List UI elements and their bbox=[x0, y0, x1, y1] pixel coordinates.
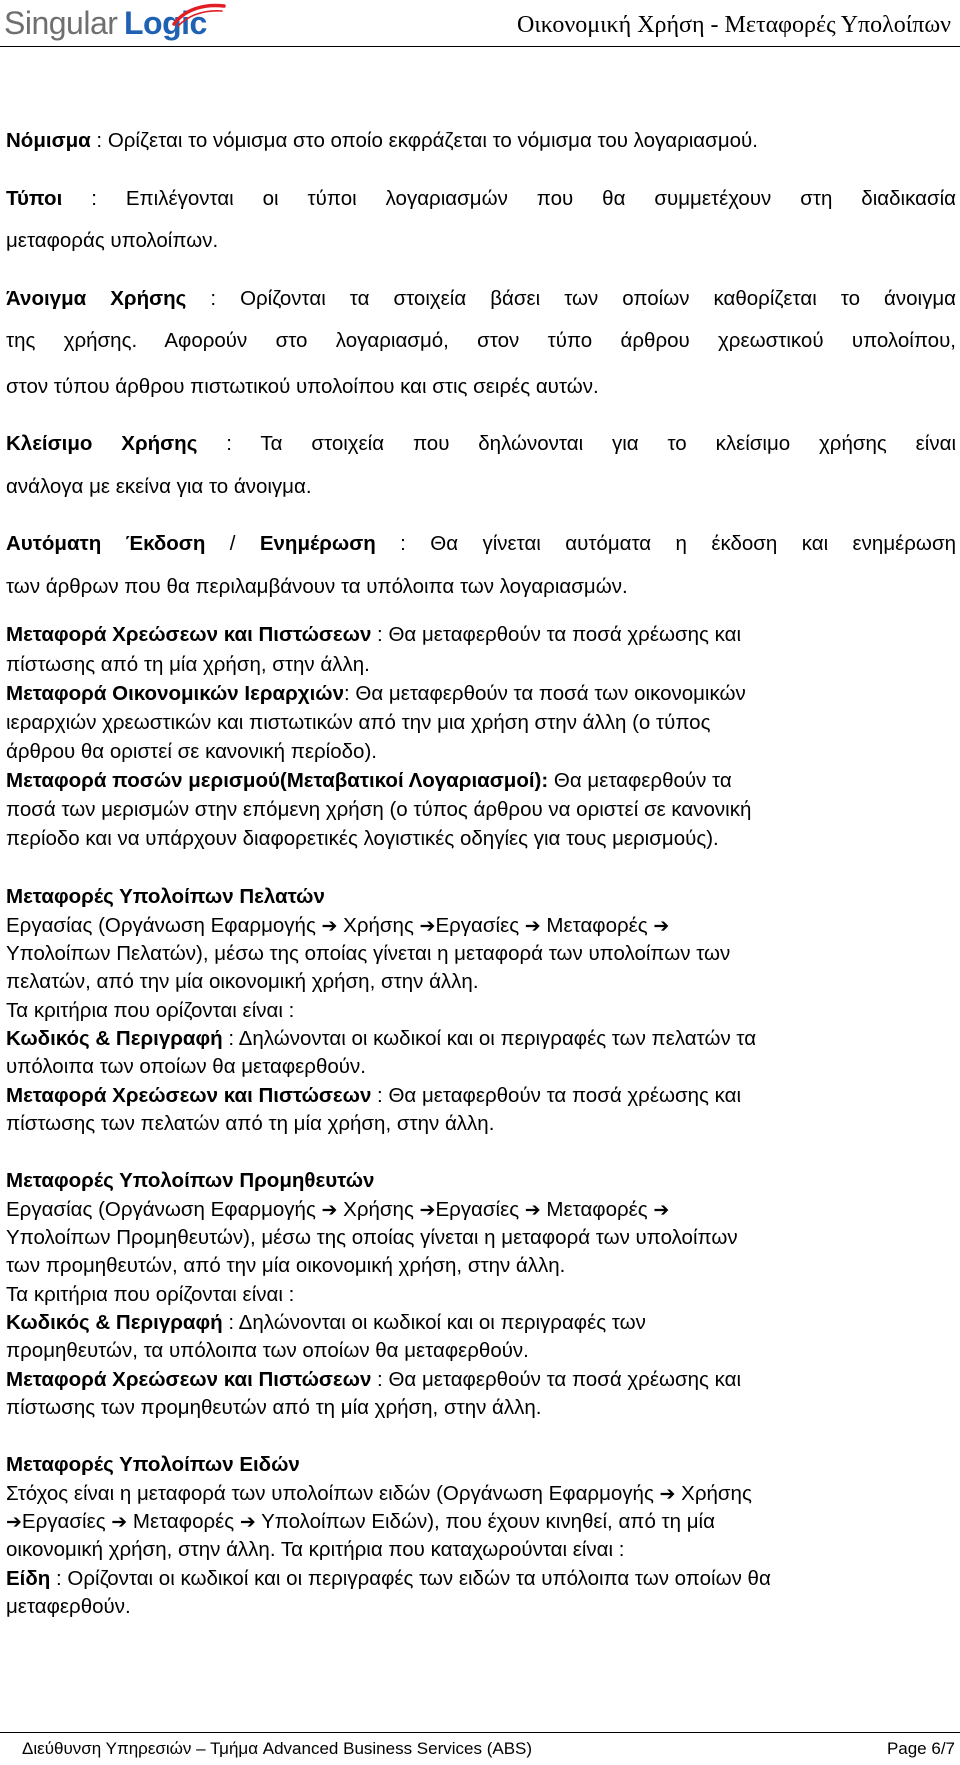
paragraph-text: Χρήσης bbox=[337, 914, 420, 937]
paragraph-line: των άρθρων που θα περιλαμβάνουν τα υπόλοιπα των λογαριασμών. bbox=[6, 575, 628, 598]
page-title: Οικονομική Χρήση - Μεταφορές Υπολοίπων bbox=[517, 12, 951, 38]
paragraph-text: Εργασίας (Οργάνωση Εφαρμογής bbox=[6, 1198, 322, 1221]
term-label: Ενημέρωση bbox=[259, 532, 376, 555]
paragraph-text: Χρήσης bbox=[337, 1198, 420, 1221]
term-label: Μεταφορά Χρεώσεων και Πιστώσεων bbox=[6, 623, 372, 646]
paragraph-line: ιεραρχιών χρεωστικών και πιστωτικών από την μια χρήση στην άλλη (ο τύπος bbox=[6, 711, 711, 734]
paragraph-line bbox=[6, 1084, 741, 1108]
arrow-right-icon: ➔ bbox=[239, 1512, 256, 1533]
arrow-right-icon: ➔ bbox=[419, 1200, 436, 1221]
footer-department: Διεύθυνση Υπηρεσιών – Τμήμα Advanced Business Services (ABS) bbox=[22, 1739, 533, 1758]
paragraph-line: μεταφερθούν. bbox=[6, 1595, 131, 1618]
paragraph-text: Μεταφορές bbox=[127, 1510, 240, 1533]
term-label: Τύποι bbox=[6, 187, 63, 210]
paragraph-line bbox=[6, 1027, 756, 1051]
logo-text-singular: Singular bbox=[4, 5, 118, 41]
paragraph-line: υπόλοιπα των οποίων θα μεταφερθούν. bbox=[6, 1055, 366, 1078]
paragraph-text: Υπολοίπων Ειδών), που έχουν κινηθεί, από τη μία bbox=[255, 1510, 715, 1533]
arrow-right-icon: ➔ bbox=[6, 1512, 22, 1533]
arrow-right-icon: ➔ bbox=[321, 1200, 338, 1221]
paragraph-line: πίστωσης από τη μία χρήση, στην άλλη. bbox=[6, 653, 370, 676]
arrow-right-icon: ➔ bbox=[419, 916, 436, 937]
header-divider bbox=[0, 46, 960, 47]
paragraph-line bbox=[6, 287, 956, 311]
arrow-right-icon: ➔ bbox=[524, 916, 541, 937]
paragraph-line: της χρήσης. Αφορούν στο λογαριασμό, στον τύπο άρθρου χρεωστικού υπολοίπου, bbox=[6, 329, 956, 352]
paragraph-line: των προμηθευτών, από την μία οικονομική χρήση, στην άλλη. bbox=[6, 1254, 566, 1277]
term-label: Νόμισμα bbox=[6, 129, 91, 152]
paragraph-text: Στόχος είναι η μεταφορά των υπολοίπων ειδών (Οργάνωση Εφαρμογής bbox=[6, 1482, 660, 1505]
paragraph-text: : Δηλώνονται οι κωδικοί και οι περιγραφές των bbox=[222, 1311, 646, 1334]
paragraph-text: : Θα μεταφερθούν τα ποσά χρέωσης και bbox=[371, 1368, 742, 1391]
paragraph-line: πίστωσης των προμηθευτών από τη μία χρήση, στην άλλη. bbox=[6, 1396, 542, 1419]
term-label: Μεταφορά Χρεώσεων και Πιστώσεων bbox=[6, 1084, 372, 1107]
arrow-right-icon: ➔ bbox=[321, 916, 338, 937]
paragraph-text: Εργασίας (Οργάνωση Εφαρμογής bbox=[6, 914, 322, 937]
paragraph-text: : Θα μεταφερθούν τα ποσά των οικονομικών bbox=[344, 682, 746, 705]
paragraph-text: Εργασίες bbox=[435, 914, 525, 937]
arrow-right-icon: ➔ bbox=[524, 1200, 541, 1221]
paragraph-line: Υπολοίπων Προμηθευτών), μέσω της οποίας γίνεται η μεταφορά των υπολοίπων bbox=[6, 1226, 738, 1249]
separator-text: / bbox=[205, 532, 260, 555]
term-label: Μεταφορά ποσών μερισμού(Μεταβατικοί Λογαριασμοί): bbox=[6, 769, 549, 792]
paragraph-line: προμηθευτών, τα υπόλοιπα των οποίων θα μεταφερθούν. bbox=[6, 1339, 529, 1362]
paragraph-line bbox=[6, 187, 956, 211]
paragraph-line bbox=[6, 1482, 752, 1507]
paragraph-line bbox=[6, 432, 956, 456]
paragraph-line bbox=[6, 1311, 646, 1335]
paragraph-text: Μεταφορές bbox=[540, 1198, 654, 1221]
paragraph-line bbox=[6, 1510, 715, 1535]
paragraph-line: Τα κριτήρια που ορίζονται είναι : bbox=[6, 999, 295, 1022]
term-label: Κλείσιμο Χρήσης bbox=[6, 432, 198, 455]
paragraph-text: Χρήσης bbox=[675, 1482, 752, 1505]
logo-text-logic: Logic bbox=[124, 5, 207, 41]
footer-divider bbox=[0, 1732, 960, 1733]
arrow-right-icon: ➔ bbox=[653, 916, 670, 937]
page-header bbox=[0, 0, 960, 48]
paragraph-line: Τα κριτήρια που ορίζονται είναι : bbox=[6, 1283, 295, 1306]
term-label: Μεταφορά Χρεώσεων και Πιστώσεων bbox=[6, 1368, 372, 1391]
paragraph-line: πίστωσης των πελατών από τη μία χρήση, στην άλλη. bbox=[6, 1112, 495, 1135]
paragraph-line: οικονομική χρήση, στην άλλη. Τα κριτήρια που καταχωρούνται είναι : bbox=[6, 1538, 625, 1561]
section-heading-customers: Μεταφορές Υπολοίπων Πελατών bbox=[6, 885, 325, 908]
paragraph-line bbox=[6, 532, 956, 556]
paragraph-line: στον τύπου άρθρου πιστωτικού υπολοίπου και στις σειρές αυτών. bbox=[6, 375, 599, 398]
paragraph-line bbox=[6, 1198, 669, 1223]
paragraph-text: : Επιλέγονται οι τύποι λογαριασμών που θα συμμετέχουν στη διαδικασία bbox=[62, 187, 956, 210]
term-label: Κωδικός & Περιγραφή bbox=[6, 1027, 223, 1050]
paragraph-line: περίοδο και να υπάρχουν διαφορετικές λογιστικές οδηγίες για τους μερισμούς). bbox=[6, 827, 719, 850]
paragraph-text: : Ορίζονται τα στοιχεία βάσει των οποίων καθορίζεται το άνοιγμα bbox=[186, 287, 956, 310]
section-heading-items: Μεταφορές Υπολοίπων Ειδών bbox=[6, 1453, 300, 1476]
term-label: Μεταφορά Οικονομικών Ιεραρχιών bbox=[6, 682, 344, 705]
term-label: Άνοιγμα Χρήσης bbox=[6, 287, 187, 310]
arrow-right-icon: ➔ bbox=[111, 1512, 128, 1533]
paragraph-text: Θα μεταφερθούν τα bbox=[548, 769, 732, 792]
paragraph-line bbox=[6, 769, 732, 793]
term-label: Είδη bbox=[6, 1567, 51, 1590]
arrow-right-icon: ➔ bbox=[659, 1484, 676, 1505]
paragraph-text: Μεταφορές bbox=[540, 914, 654, 937]
paragraph-text: : Δηλώνονται οι κωδικοί και οι περιγραφές των πελατών τα bbox=[222, 1027, 757, 1050]
term-label: Αυτόματη Έκδοση bbox=[6, 532, 206, 555]
paragraph-text: : Θα μεταφερθούν τα ποσά χρέωσης και bbox=[371, 1084, 742, 1107]
paragraph-line: πελατών, από την μία οικονομική χρήση, στην άλλη. bbox=[6, 970, 479, 993]
paragraph-line bbox=[6, 1368, 741, 1392]
paragraph-text: Εργασίες bbox=[435, 1198, 525, 1221]
paragraph-line bbox=[6, 914, 669, 939]
paragraph-line bbox=[6, 623, 741, 647]
paragraph-line bbox=[6, 1567, 771, 1591]
paragraph-text: : Ορίζεται το νόμισμα στο οποίο εκφράζεται το νόμισμα του λογαριασμού. bbox=[90, 129, 758, 152]
paragraph-line: μεταφοράς υπολοίπων. bbox=[6, 229, 219, 252]
paragraph-line: άρθρου θα οριστεί σε κανονική περίοδο). bbox=[6, 740, 377, 763]
paragraph-line: ανάλογα με εκείνα για το άνοιγμα. bbox=[6, 475, 312, 498]
page-number: Page 6/7 bbox=[886, 1739, 955, 1758]
paragraph-text: Εργασίες bbox=[21, 1510, 112, 1533]
section-heading-suppliers: Μεταφορές Υπολοίπων Προμηθευτών bbox=[6, 1169, 375, 1192]
paragraph-line bbox=[6, 682, 746, 706]
arrow-right-icon: ➔ bbox=[653, 1200, 670, 1221]
logo-swoosh-icon bbox=[172, 2, 226, 28]
paragraph-text: : Τα στοιχεία που δηλώνονται για το κλείσιμο χρήσης είναι bbox=[197, 432, 956, 455]
term-label: Κωδικός & Περιγραφή bbox=[6, 1311, 223, 1334]
paragraph-line: ποσά των μερισμών στην επόμενη χρήση (ο τύπος άρθρου να οριστεί σε κανονική bbox=[6, 798, 752, 821]
paragraph-text: : Θα μεταφερθούν τα ποσά χρέωσης και bbox=[371, 623, 742, 646]
paragraph-text: : Ορίζονται οι κωδικοί και οι περιγραφές των ειδών τα υπόλοιπα των οποίων θα bbox=[50, 1567, 771, 1590]
paragraph-text: : Θα γίνεται αυτόματα η έκδοση και ενημέρωση bbox=[375, 532, 956, 555]
paragraph-line bbox=[6, 129, 758, 153]
paragraph-line: Υπολοίπων Πελατών), μέσω της οποίας γίνεται η μεταφορά των υπολοίπων των bbox=[6, 942, 731, 965]
